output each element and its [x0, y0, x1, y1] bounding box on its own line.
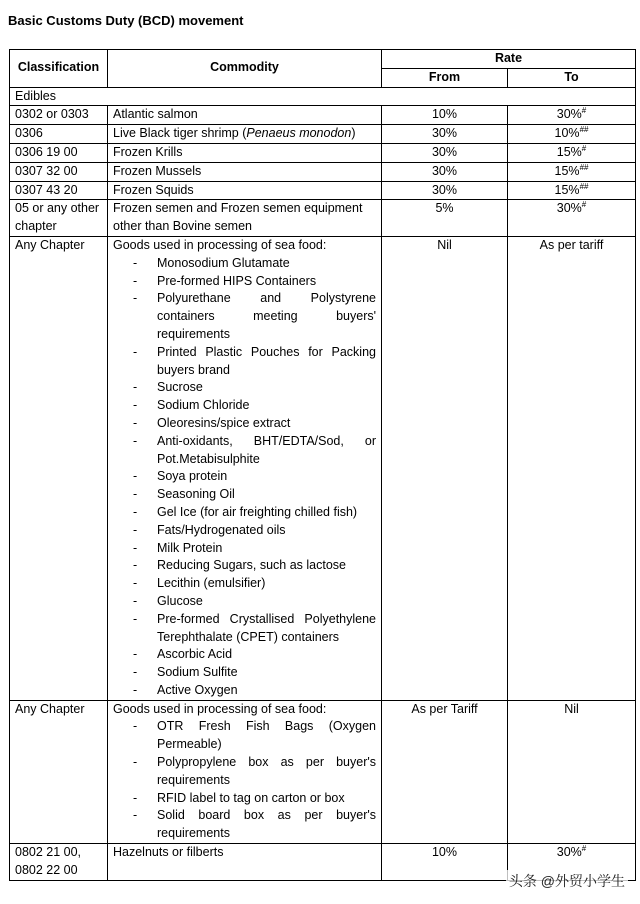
- footnote-mark: #: [581, 200, 587, 210]
- cell-commodity: [108, 125, 382, 144]
- goods-list: [113, 255, 376, 700]
- goods-list-item: - Polyurethane and Polystyrene containers meeting buyers' requirements: [129, 290, 376, 343]
- table-row-processing-goods-1: [10, 236, 636, 700]
- footnote-mark: #: [581, 143, 587, 153]
- cell-from: 30%: [382, 125, 508, 144]
- cell-from: 30%: [382, 143, 508, 162]
- to-value: 15%: [554, 163, 580, 178]
- table-row: [10, 181, 636, 200]
- commodity-intro: Goods used in processing of sea food:: [113, 237, 327, 252]
- section-label: Edibles: [10, 87, 636, 106]
- cell-from: As per Tariff: [382, 700, 508, 843]
- to-value: 30%: [556, 845, 582, 860]
- cell-from: 10%: [382, 106, 508, 125]
- goods-list-item: - RFID label to tag on carton or box: [129, 790, 376, 808]
- goods-list-item: - Sucrose: [129, 379, 376, 397]
- document-title: Basic Customs Duty (BCD) movement: [8, 13, 244, 28]
- cell-classification: 0307 43 20: [10, 181, 108, 200]
- to-value: 10%: [554, 126, 580, 141]
- goods-list-item: - Pre-formed HIPS Containers: [129, 273, 376, 291]
- cell-classification: Any Chapter: [10, 700, 108, 843]
- section-row-edibles: [10, 87, 636, 106]
- goods-list-item: - Milk Protein: [129, 540, 376, 558]
- goods-list-item: - Sodium Chloride: [129, 397, 376, 415]
- cell-to: [508, 200, 636, 237]
- cell-to: [508, 162, 636, 181]
- footnote-mark: ##: [579, 162, 589, 172]
- commodity-text: Live Black tiger shrimp (: [113, 126, 247, 141]
- cell-commodity: Hazelnuts or filberts: [108, 844, 382, 881]
- bcd-table: [9, 49, 636, 881]
- header-commodity: Commodity: [108, 50, 382, 88]
- to-value: 15%: [556, 144, 582, 159]
- to-value: 30%: [556, 107, 582, 122]
- goods-list-item: - Fats/Hydrogenated oils: [129, 522, 376, 540]
- cell-to: [508, 125, 636, 144]
- header-to: To: [508, 68, 636, 87]
- table-row: [10, 125, 636, 144]
- cell-classification: 0307 32 00: [10, 162, 108, 181]
- to-value: 30%: [556, 201, 582, 216]
- cell-classification: 0802 21 00, 0802 22 00: [10, 844, 108, 881]
- cell-classification: Any Chapter: [10, 236, 108, 700]
- goods-list-item: - Monosodium Glutamate: [129, 255, 376, 273]
- cell-commodity: Frozen Mussels: [108, 162, 382, 181]
- footnote-mark: #: [581, 106, 587, 116]
- cell-to: As per tariff: [508, 236, 636, 700]
- header-from: From: [382, 68, 508, 87]
- goods-list: [113, 718, 376, 843]
- cell-commodity: Frozen Krills: [108, 143, 382, 162]
- goods-list-item: - Anti-oxidants, BHT/EDTA/Sod, or Pot.Metabisulphite: [129, 433, 376, 469]
- goods-list-item: - Solid board box as per buyer's requirements: [129, 807, 376, 843]
- footnote-mark: ##: [579, 181, 589, 191]
- cell-commodity: Frozen Squids: [108, 181, 382, 200]
- cell-commodity: [108, 236, 382, 700]
- goods-list-item: - Lecithin (emulsifier): [129, 575, 376, 593]
- table-row: [10, 106, 636, 125]
- cell-classification: 0302 or 0303: [10, 106, 108, 125]
- scientific-name: Penaeus monodon: [246, 126, 352, 141]
- cell-commodity: [108, 700, 382, 843]
- cell-from: 30%: [382, 162, 508, 181]
- goods-list-item: - Reducing Sugars, such as lactose: [129, 557, 376, 575]
- cell-from: Nil: [382, 236, 508, 700]
- cell-to: [508, 143, 636, 162]
- goods-list-item: - Soya protein: [129, 468, 376, 486]
- header-rate: Rate: [382, 50, 636, 69]
- cell-commodity: Frozen semen and Frozen semen equipment other than Bovine semen: [108, 200, 382, 237]
- header-classification: Classification: [10, 50, 108, 88]
- goods-list-item: - Pre-formed Crystallised Polyethylene Terephthalate (CPET) containers: [129, 611, 376, 647]
- cell-to: [508, 181, 636, 200]
- table-row-processing-goods-2: [10, 700, 636, 843]
- goods-list-item: - Polypropylene box as per buyer's requirements: [129, 754, 376, 790]
- footnote-mark: ##: [579, 125, 589, 135]
- cell-to: [508, 106, 636, 125]
- cell-from: 10%: [382, 844, 508, 881]
- table-row: [10, 162, 636, 181]
- table-row: [10, 200, 636, 237]
- watermark-text: 头条 @外贸小学生: [508, 873, 625, 889]
- goods-list-item: - Oleoresins/spice extract: [129, 415, 376, 433]
- goods-list-item: - Active Oxygen: [129, 682, 376, 700]
- goods-list-item: - Seasoning Oil: [129, 486, 376, 504]
- cell-from: 5%: [382, 200, 508, 237]
- cell-classification: 05 or any other chapter: [10, 200, 108, 237]
- cell-classification: 0306 19 00: [10, 143, 108, 162]
- table-row: [10, 143, 636, 162]
- goods-list-item: - Gel Ice (for air freighting chilled fish): [129, 504, 376, 522]
- header-row-1: [10, 50, 636, 69]
- commodity-intro: Goods used in processing of sea food:: [113, 701, 327, 716]
- cell-to: Nil: [508, 700, 636, 843]
- cell-from: 30%: [382, 181, 508, 200]
- goods-list-item: - Ascorbic Acid: [129, 646, 376, 664]
- footnote-mark: #: [581, 844, 587, 854]
- goods-list-item: - Glucose: [129, 593, 376, 611]
- cell-classification: 0306: [10, 125, 108, 144]
- goods-list-item: - Sodium Sulfite: [129, 664, 376, 682]
- goods-list-item: - Printed Plastic Pouches for Packing buyers brand: [129, 344, 376, 380]
- cell-commodity: Atlantic salmon: [108, 106, 382, 125]
- watermark: [506, 870, 628, 892]
- commodity-text-end: ): [351, 126, 356, 141]
- goods-list-item: - OTR Fresh Fish Bags (Oxygen Permeable): [129, 718, 376, 754]
- to-value: 15%: [554, 182, 580, 197]
